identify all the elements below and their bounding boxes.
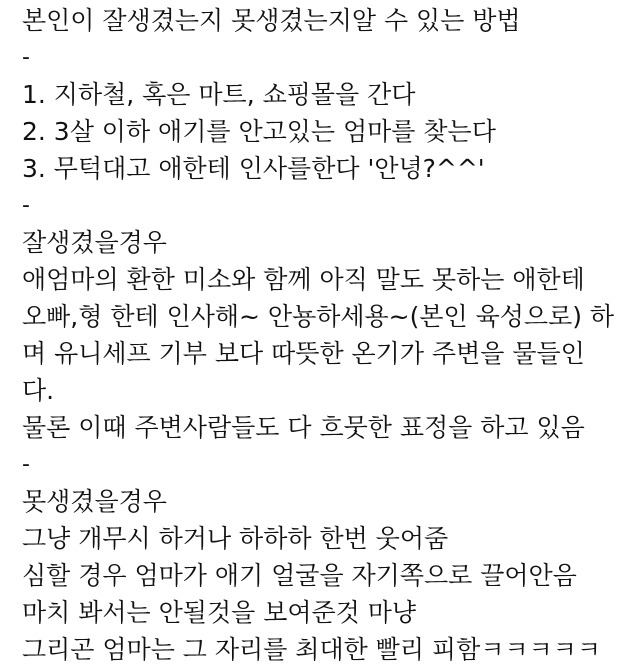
- document-title: 본인이 잘생겼는지 못생겼는지알 수 있는 방법: [22, 6, 521, 35]
- step-item: 1. 지하철, 혹은 마트, 쇼핑몰을 간다: [22, 80, 416, 109]
- step-item: 3. 무턱대고 애한테 인사를한다 '안녕?^^': [22, 154, 485, 183]
- good-looking-text: 물론 이때 주변사람들도 다 흐뭇한 표정을 하고 있음: [22, 413, 585, 442]
- bad-looking-text: 마치 봐서는 안될것을 보여준것 마냥: [22, 598, 417, 627]
- bad-looking-text: 그리곤 엄마는 그 자리를 최대한 빨리 피함ㅋㅋㅋㅋㅋ: [22, 635, 601, 664]
- bad-looking-text: 심할 경우 엄마가 애기 얼굴을 자기쪽으로 끌어안음: [22, 561, 577, 590]
- good-looking-text: 애엄마의 환한 미소와 함께 아직 말도 못하는 애한테: [22, 265, 585, 294]
- separator-dash: -: [22, 193, 30, 218]
- separator-dash: -: [22, 452, 30, 477]
- good-looking-text: 다.: [22, 376, 55, 405]
- step-item: 2. 3살 이하 애기를 안고있는 엄마를 찾는다: [22, 117, 496, 146]
- good-looking-heading: 잘생겼을경우: [22, 228, 167, 257]
- bad-looking-heading: 못생겼을경우: [22, 487, 167, 516]
- good-looking-text: 오빠,형 한테 인사해~ 안뇽하세용~(본인 육성으로) 하: [22, 302, 615, 331]
- bad-looking-text: 그냥 개무시 하거나 하하하 한번 웃어줌: [22, 524, 449, 553]
- separator-dash: -: [22, 45, 30, 70]
- good-looking-text: 며 유니세프 기부 보다 따뜻한 온기가 주변을 물들인: [22, 339, 585, 368]
- document-body: [22, 0, 630, 668]
